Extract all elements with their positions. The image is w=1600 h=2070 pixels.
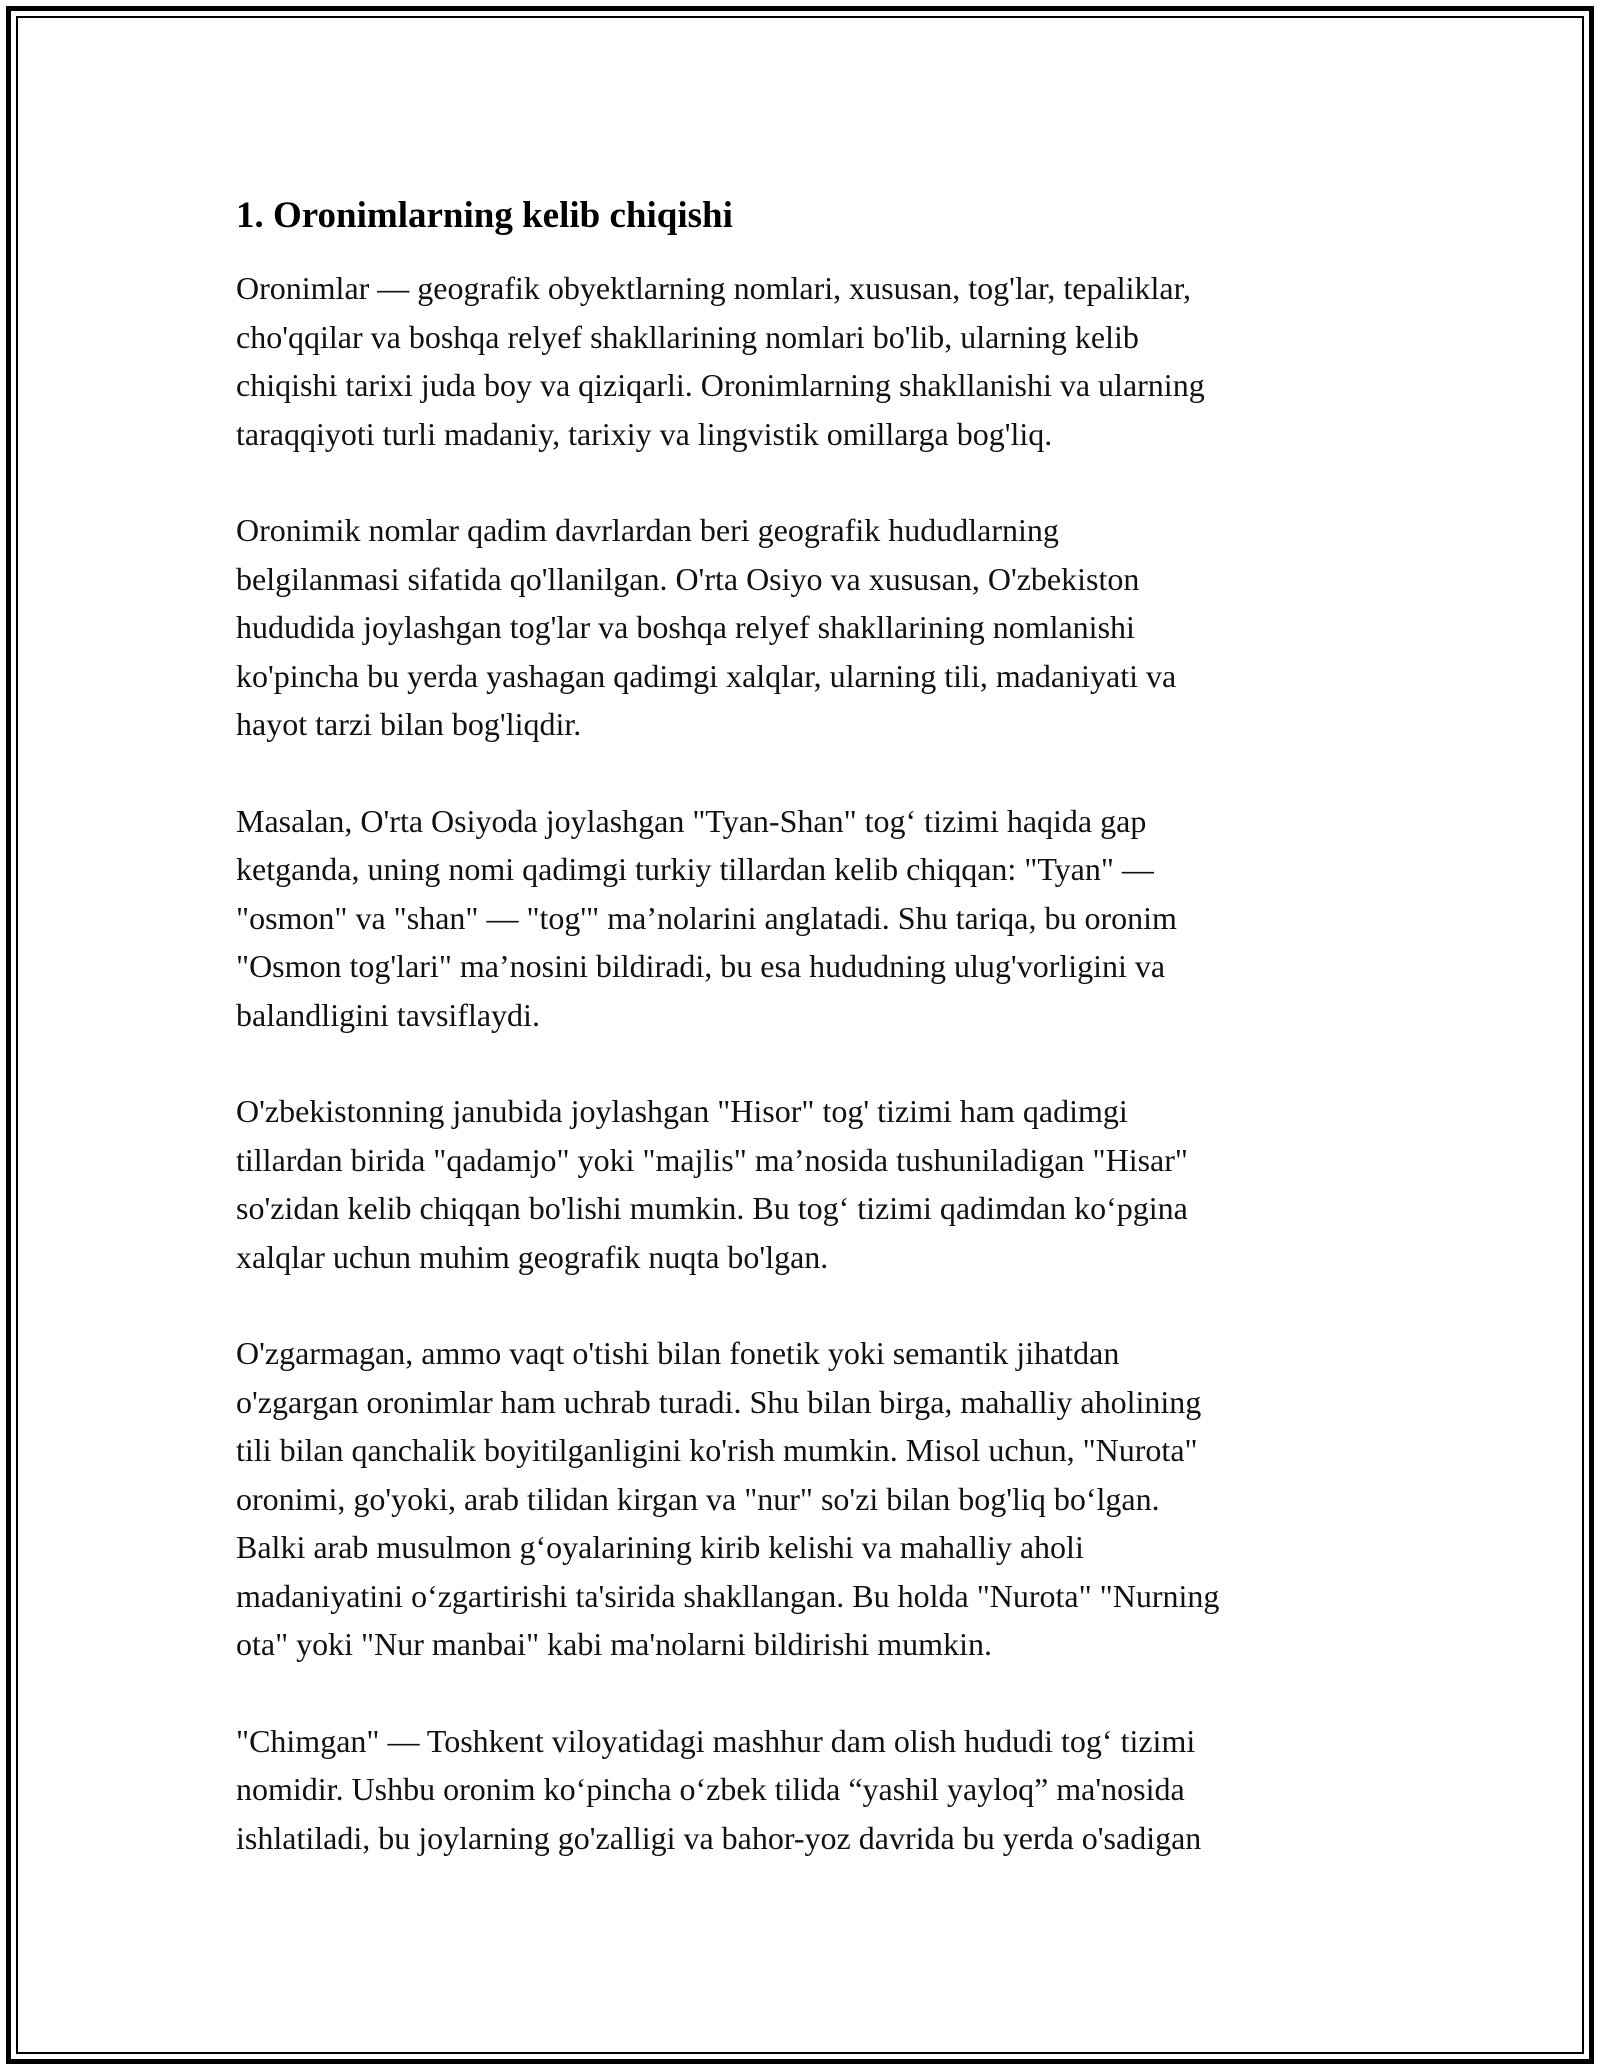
paragraph-line: O'zgarmagan, ammo vaqt o'tishi bilan fonetik yoki semantik jihatdan [236,1335,1120,1371]
document-body [236,190,1376,1910]
paragraph-line: hududida joylashgan tog'lar va boshqa relyef shakllarining nomlanishi [236,609,1135,645]
paragraph [236,1329,1376,1669]
paragraph-line: "Osmon tog'lari" ma’nosini bildiradi, bu esa hududning ulug'vorligini va [236,948,1166,984]
paragraph-list [236,264,1376,1862]
paragraph-line: "osmon" va "shan" — "tog'" ma’nolarini anglatadi. Shu tariqa, bu oronim [236,899,1177,936]
paragraph-line: Masalan, O'rta Osiyoda joylashgan "Tyan-Shan" tog‘ tizimi haqida gap [236,802,1147,839]
paragraph-line: oronimi, go'yoki, arab tilidan kirgan va "nur" so'zi bilan bog'liq bo‘lgan. [236,1480,1160,1517]
paragraph-line: ketganda, uning nomi qadimgi turkiy tillardan kelib chiqqan: "Tyan" — [236,851,1154,887]
paragraph-line: tili bilan qanchalik boyitilganligini ko'rish mumkin. Misol uchun, "Nurota" [236,1432,1198,1468]
paragraph [236,1087,1376,1281]
paragraph-line: ishlatiladi, bu joylarning go'zalligi va bahor-yoz davrida bu yerda o'sadigan [236,1819,1202,1856]
paragraph-line: o'zgargan oronimlar ham uchrab turadi. Shu bilan birga, mahalliy aholining [236,1383,1202,1420]
paragraph-line: chiqishi tarixi juda boy va qiziqarli. Oronimlarning shakllanishi va ularning [236,367,1205,403]
paragraph [236,797,1376,1040]
paragraph-line: ko'pincha bu yerda yashagan qadimgi xalqlar, ularning tili, madaniyati va [236,657,1177,694]
paragraph-line: balandligini tavsiflaydi. [236,996,540,1033]
paragraph-line: O'zbekistonning janubida joylashgan "Hisor" tog' tizimi ham qadimgi [236,1093,1128,1129]
paragraph-line: ota" yoki "Nur manbai" kabi ma'nolarni bildirishi mumkin. [236,1626,992,1662]
paragraph [236,264,1376,458]
paragraph-line: madaniyatini o‘zgartirishi ta'sirida shakllangan. Bu holda "Nurota" "Nurning [236,1577,1220,1614]
paragraph-line: cho'qqilar va boshqa relyef shakllarining nomlari bo'lib, ularning kelib [236,318,1139,355]
paragraph-line: nomidir. Ushbu oronim ko‘pincha o‘zbek tilida “yashil yayloq” ma'nosida [236,1771,1185,1807]
paragraph-line: belgilanmasi sifatida qo'llanilgan. O'rta Osiyo va xususan, O'zbekiston [236,560,1140,597]
paragraph-line: Oronimik nomlar qadim davrlardan beri geografik hududlarning [236,512,1059,548]
paragraph-line: taraqqiyoti turli madaniy, tarixiy va lingvistik omillarga bog'liq. [236,415,1053,452]
paragraph [236,1717,1376,1863]
paragraph-line: "Chimgan" — Toshkent viloyatidagi mashhur dam olish hududi tog‘ tizimi [236,1722,1196,1759]
paragraph-line: Oronimlar — geografik obyektlarning nomlari, xususan, tog'lar, tepaliklar, [236,270,1191,306]
section-title: 1. Oronimlarning kelib chiqishi [236,195,733,236]
paragraph [236,506,1376,749]
paragraph-line: so'zidan kelib chiqqan bo'lishi mumkin. Bu tog‘ tizimi qadimdan ko‘pgina [236,1190,1188,1226]
paragraph-line: hayot tarzi bilan bog'liqdir. [236,706,582,742]
paragraph-line: tillardan birida "qadamjo" yoki "majlis" ma’nosida tushuniladigan "Hisar" [236,1141,1188,1178]
paragraph-line: Balki arab musulmon g‘oyalarining kirib kelishi va mahalliy aholi [236,1529,1084,1565]
paragraph-line: xalqlar uchun muhim geografik nuqta bo'lgan. [236,1238,829,1275]
